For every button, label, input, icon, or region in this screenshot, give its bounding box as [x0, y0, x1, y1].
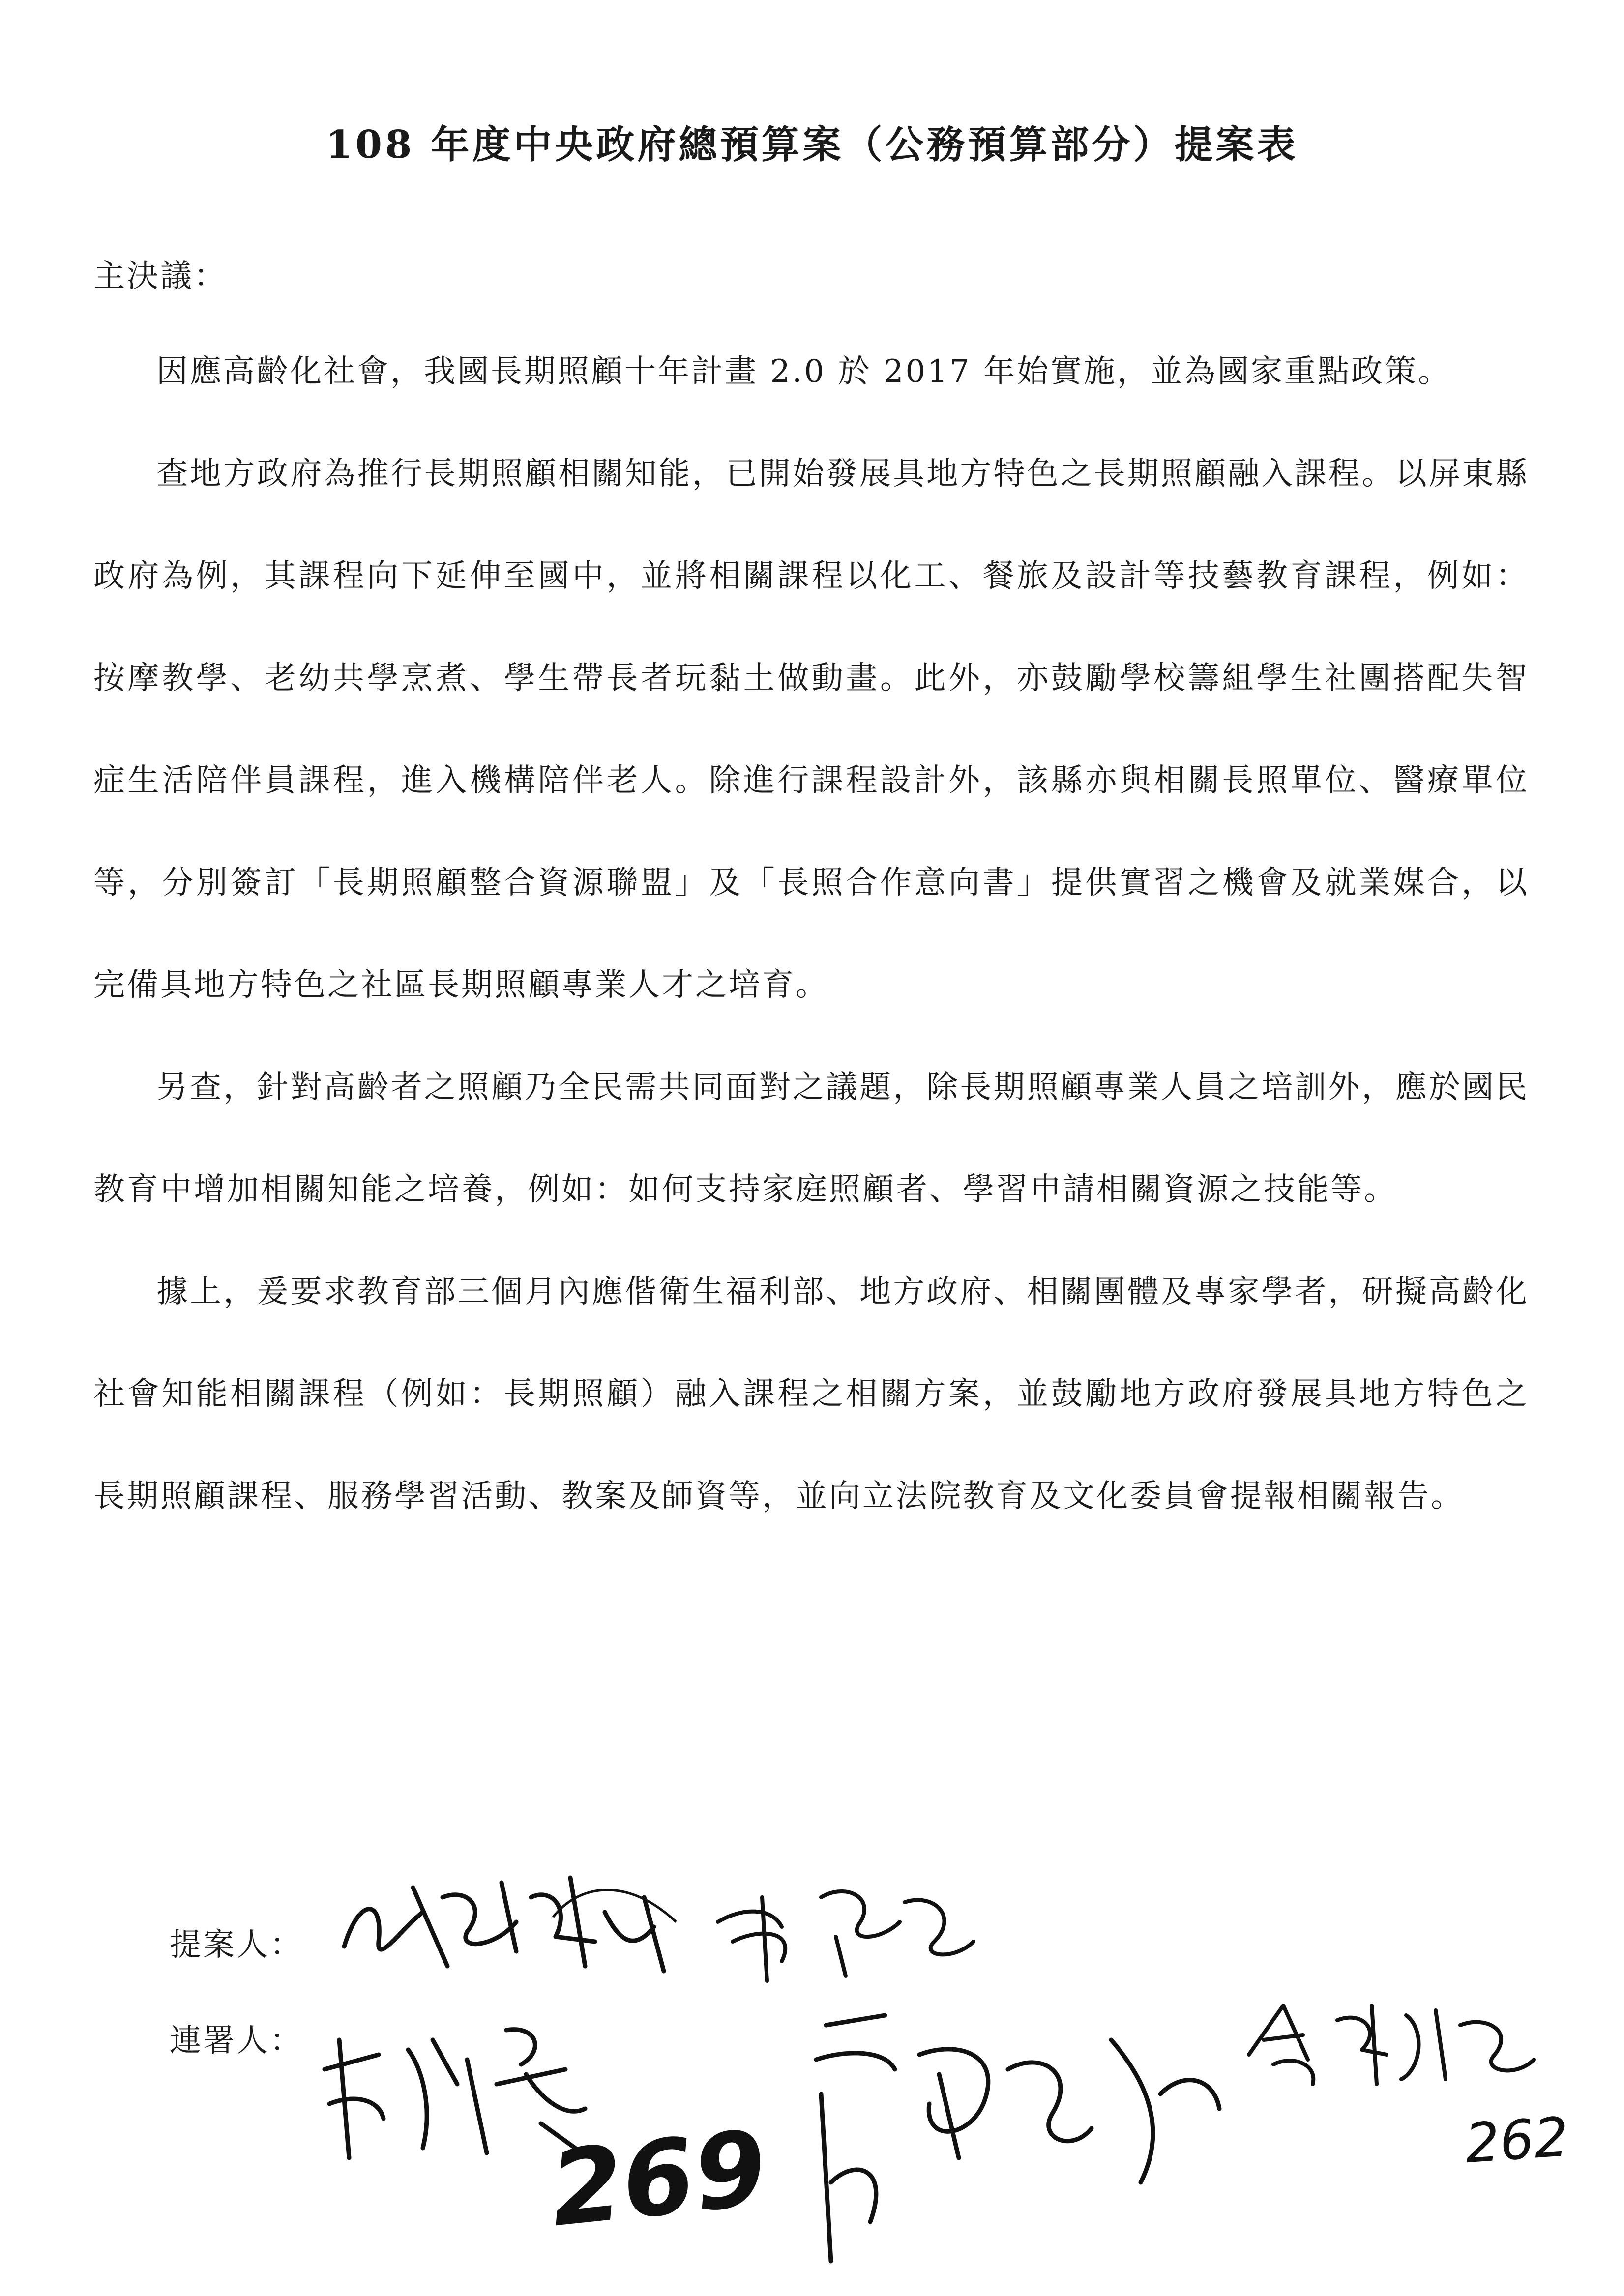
paragraph-4: 據上，爰要求教育部三個月內應偕衛生福利部、地方政府、相關團體及專家學者，研擬高齡化社會知能相關課程（例如：長期照顧）融入課程之相關方案，並鼓勵地方政府發展具地方特色之長期照顧課程、服務學習活動、教案及師資等，並向立法院教育及文化委員會提報相關報告。	[93, 1274, 1529, 1514]
resolution-label: 主決議：	[93, 258, 227, 294]
body-text	[93, 320, 1529, 1547]
cosigner-label: 連署人：	[170, 2023, 303, 2059]
page-title: 108 年度中央政府總預算案（公務預算部分）提案表	[325, 122, 1299, 167]
cosigner-signature-3	[1239, 1986, 1544, 2094]
handwritten-count-269: 269	[545, 2107, 772, 2250]
cosigner-signature-2	[797, 1996, 1229, 2271]
proposer-label: 提案人：	[170, 1927, 303, 1963]
handwritten-count-262: 262	[1463, 2105, 1571, 2176]
paragraph-2: 查地方政府為推行長期照顧相關知能，已開始發展具地方特色之長期照顧融入課程。以屏東縣政府為例，其課程向下延伸至國中，並將相關課程以化工、餐旅及設計等技藝教育課程，例如：按摩教學、老幼共學烹煮、學生帶長者玩黏土做動畫。此外，亦鼓勵學校籌組學生社團搭配失智症生活陪伴員課程，進入機構陪伴老人。除進行課程設計外，該縣亦與相關長照單位、醫療單位等，分別簽訂「長期照顧整合資源聯盟」及「長照合作意向書」提供實習之機會及就業媒合，以完備具地方特色之社區長期照顧專業人才之培育。	[93, 456, 1529, 1003]
proposer-signatures	[339, 1868, 1037, 1986]
paragraph-1: 因應高齡化社會，我國長期照顧十年計畫 2.0 於 2017 年始實施，並為國家重點政策。	[156, 353, 1452, 390]
paragraph-3: 另查，針對高齡者之照顧乃全民需共同面對之議題，除長期照顧專業人員之培訓外，應於國民教育中增加相關知能之培養，例如：如何支持家庭照顧者、學習申請相關資源之技能等。	[93, 1069, 1529, 1208]
